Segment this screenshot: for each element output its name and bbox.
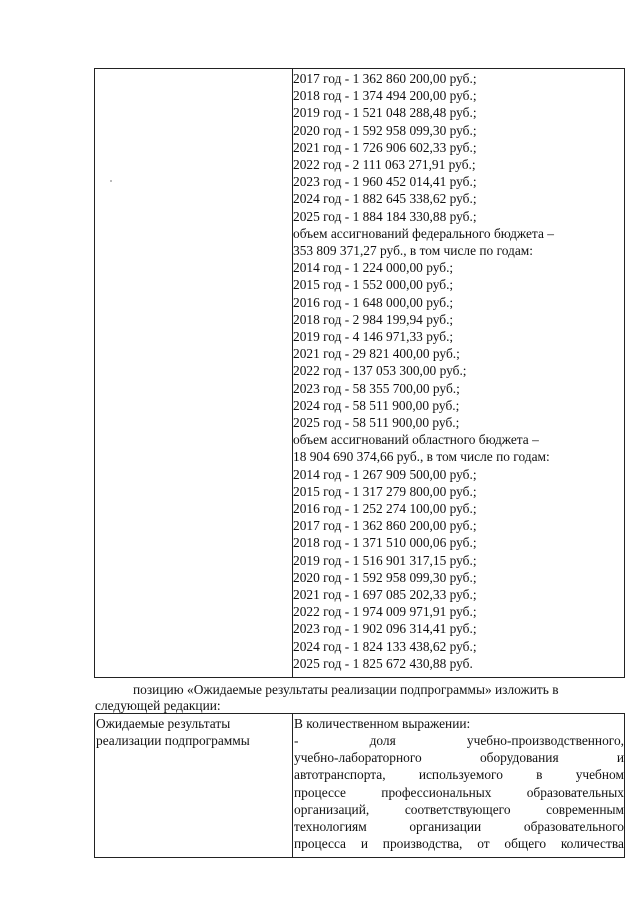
- results-heading: В количественном выражении:: [294, 716, 471, 731]
- word: организаций,: [294, 801, 370, 817]
- word: учебном: [575, 767, 624, 783]
- budget-line: 2024 год - 58 511 900,00 руб.;: [293, 397, 460, 413]
- word: -: [294, 733, 299, 748]
- word: процесса: [294, 836, 346, 852]
- budget-line: 2014 год - 1 224 000,00 руб.;: [293, 260, 454, 276]
- word: технологиям: [294, 819, 367, 834]
- word: от: [477, 836, 490, 852]
- word: учебно-лабораторного: [294, 750, 422, 766]
- budget-line: 2022 год - 2 111 063 271,91 руб.;: [293, 157, 476, 172]
- budget-line: 2025 год - 1 825 672 430,88 руб.: [293, 655, 473, 671]
- budget-line: 2025 год - 58 511 900,00 руб.;: [293, 415, 460, 430]
- budget-line: 2023 год - 1 960 452 014,41 руб.;: [293, 174, 477, 190]
- word: в: [536, 767, 543, 783]
- budget-line: 2019 год - 4 146 971,33 руб.;: [293, 329, 454, 344]
- word: общего: [504, 836, 547, 852]
- budget-line: 2021 год - 1 697 085 202,33 руб.;: [293, 587, 477, 602]
- paragraph-line-1: позицию «Ожидаемые результаты реализации подпрограммы» изложить в: [133, 682, 559, 697]
- budget-line: 2024 год - 1 824 133 438,62 руб.;: [293, 638, 477, 654]
- word: учебно-производственного,: [466, 733, 624, 748]
- budget-line: 2022 год - 1 974 009 971,91 руб.;: [293, 604, 477, 620]
- budget-line: объем ассигнований областного бюджета –: [293, 432, 539, 448]
- budget-line: 2016 год - 1 648 000,00 руб.;: [293, 294, 454, 310]
- budget-line: 2014 год - 1 267 909 500,00 руб.;: [293, 466, 477, 482]
- word: используемого: [418, 767, 503, 783]
- budget-line: 2023 год - 1 902 096 314,41 руб.;: [293, 621, 477, 637]
- word: современным: [546, 801, 624, 817]
- budget-line: 353 809 371,27 руб., в том числе по годам:: [293, 243, 533, 258]
- budget-line: 2015 год - 1 317 279 800,00 руб.;: [293, 483, 477, 499]
- word: доля: [369, 733, 396, 748]
- word: соответствующего: [404, 801, 511, 817]
- results-description-line: [294, 766, 624, 783]
- results-label-line-1: Ожидаемые результаты: [96, 716, 231, 731]
- word: организации: [409, 819, 482, 834]
- word: автотранспорта,: [294, 767, 386, 783]
- column-divider: [292, 714, 293, 857]
- budget-line: 2019 год - 1 521 048 288,48 руб.;: [293, 105, 477, 121]
- word: производства,: [382, 836, 463, 852]
- results-description-line: [294, 749, 624, 766]
- results-label-line-2: реализации подпрограммы: [96, 733, 250, 748]
- word: профессиональных: [381, 784, 492, 800]
- budget-line: 2021 год - 1 726 906 602,33 руб.;: [293, 139, 477, 155]
- budget-line: 2016 год - 1 252 274 100,00 руб.;: [293, 501, 477, 516]
- budget-line: 2017 год - 1 362 860 200,00 руб.;: [293, 518, 477, 534]
- budget-line: 2018 год - 1 371 510 000,06 руб.;: [293, 535, 477, 551]
- results-description-line: [294, 784, 624, 801]
- word: образовательных: [526, 784, 624, 800]
- results-description-line: [294, 818, 624, 835]
- budget-line: 18 904 690 374,66 руб., в том числе по годам:: [293, 449, 550, 465]
- budget-line: 2018 год - 2 984 199,94 руб.;: [293, 311, 454, 327]
- budget-line: 2015 год - 1 552 000,00 руб.;: [293, 277, 454, 293]
- word: оборудования: [479, 750, 559, 766]
- scan-speck: [110, 180, 112, 182]
- paragraph-line-2: следующей редакции:: [95, 698, 221, 713]
- budget-line: 2021 год - 29 821 400,00 руб.;: [293, 346, 460, 362]
- budget-line: 2024 год - 1 882 645 338,62 руб.;: [293, 191, 477, 207]
- results-description-line: [294, 732, 624, 749]
- budget-line: 2022 год - 137 053 300,00 руб.;: [293, 363, 467, 379]
- word: и: [360, 836, 368, 852]
- word: образовательного: [523, 819, 624, 834]
- budget-line: 2019 год - 1 516 901 317,15 руб.;: [293, 552, 477, 568]
- budget-line: объем ассигнований федерального бюджета –: [293, 225, 554, 241]
- word: и: [616, 750, 624, 766]
- budget-line: 2025 год - 1 884 184 330,88 руб.;: [293, 208, 477, 224]
- budget-line: 2023 год - 58 355 700,00 руб.;: [293, 380, 460, 396]
- budget-line: 2018 год - 1 374 494 200,00 руб.;: [293, 88, 477, 104]
- results-description-line: [294, 835, 624, 852]
- results-description-line: [294, 801, 624, 818]
- budget-line: 2020 год - 1 592 958 099,30 руб.;: [293, 569, 477, 585]
- budget-line: 2020 год - 1 592 958 099,30 руб.;: [293, 122, 477, 138]
- word: количества: [560, 836, 624, 852]
- word: процессе: [294, 784, 346, 800]
- budget-line: 2017 год - 1 362 860 200,00 руб.;: [293, 71, 477, 86]
